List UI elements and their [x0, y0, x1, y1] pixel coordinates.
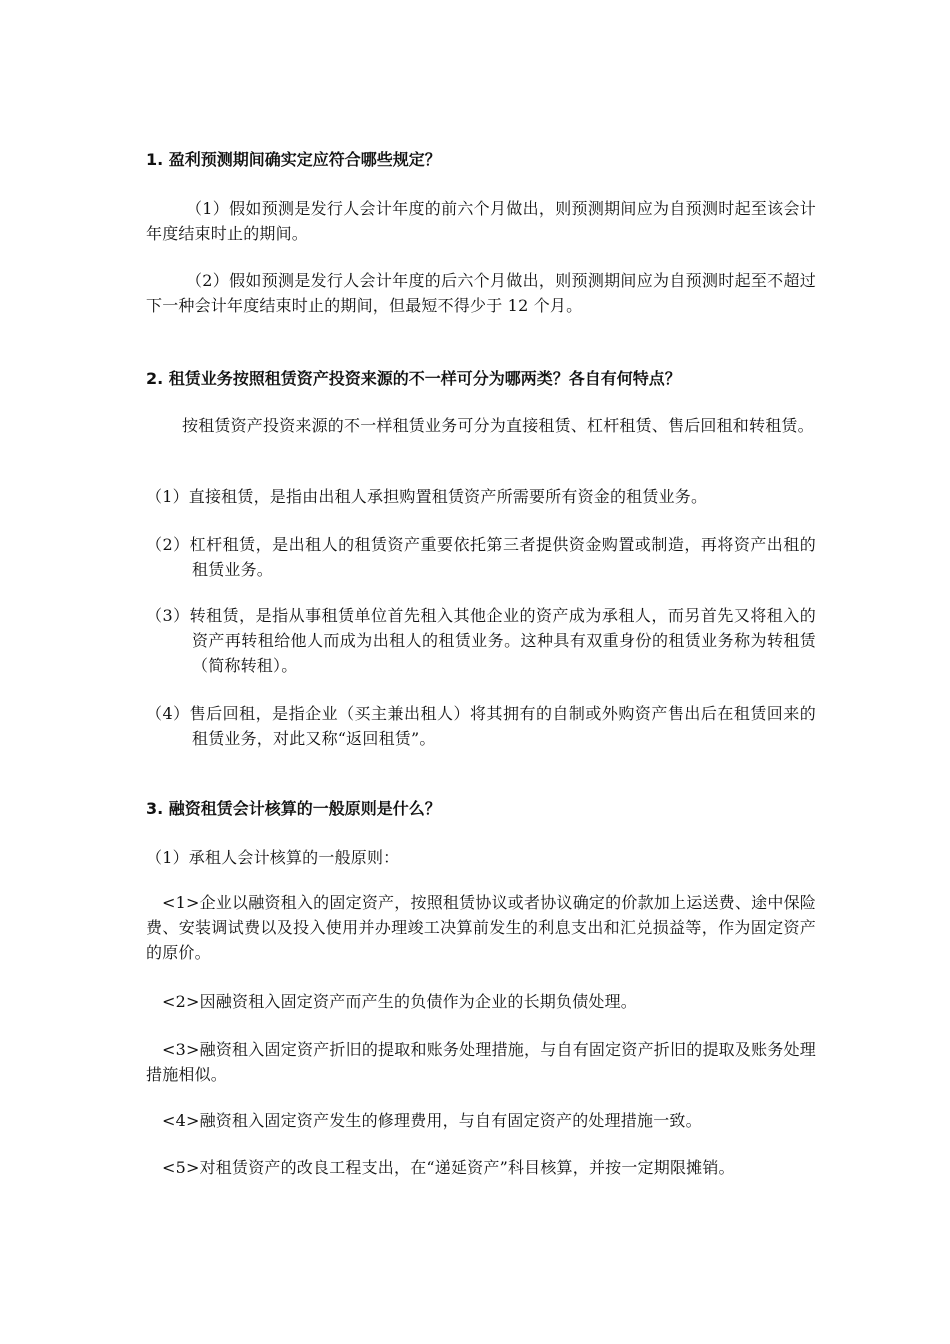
- question-3-heading: 3. 融资租赁会计核算的一般原则是什么？: [146, 799, 441, 818]
- question-2-heading: 2. 租赁业务按照租赁资产投资来源的不一样可分为哪两类？各自有何特点？: [146, 369, 681, 388]
- question-2-item-4: （4）售后回租，是指企业（买主兼出租人）将其拥有的自制或外购资产售出后在租赁回来的租赁业务，对此又称“返回租赁”。: [146, 704, 816, 748]
- question-3-item-5: <5>对租赁资产的改良工程支出，在“递延资产”科目核算，并按一定期限摊销。: [162, 1158, 735, 1177]
- question-3-subtitle: （1）承租人会计核算的一般原则：: [146, 848, 400, 867]
- question-3-item-3: <3>融资租入固定资产折旧的提取和账务处理措施，与自有固定资产折旧的提取及账务处理措施相似。: [146, 1040, 816, 1084]
- question-2-item-2: （2）杠杆租赁，是出租人的租赁资产重要依托第三者提供资金购置或制造，再将资产出租的租赁业务。: [146, 535, 816, 579]
- question-3-item-1: <1>企业以融资租入的固定资产，按照租赁协议或者协议确定的价款加上运送费、途中保险费、安装调试费以及投入使用并办理竣工决算前发生的利息支出和汇兑损益等，作为固定资产的原价。: [146, 893, 816, 962]
- question-1-paragraph-2: （2）假如预测是发行人会计年度的后六个月做出，则预测期间应为自预测时起至不超过下一种会计年度结束时止的期间，但最短不得少于 12 个月。: [146, 271, 816, 315]
- question-2-item-1: （1）直接租赁，是指由出租人承担购置租赁资产所需要所有资金的租赁业务。: [146, 487, 708, 506]
- question-2-item-3: （3）转租赁，是指从事租赁单位首先租入其他企业的资产成为承租人，而另首先又将租入的资产再转租给他人而成为出租人的租赁业务。这种具有双重身份的租赁业务称为转租赁（简称转租）。: [146, 606, 816, 675]
- question-3-item-4: <4>融资租入固定资产发生的修理费用，与自有固定资产的处理措施一致。: [162, 1111, 702, 1130]
- question-2-intro: 按租赁资产投资来源的不一样租赁业务可分为直接租赁、杠杆租赁、售后回租和转租赁。: [182, 416, 814, 435]
- question-3-item-2: <2>因融资租入固定资产而产生的负债作为企业的长期负债处理。: [162, 992, 637, 1011]
- question-1-paragraph-1: （1）假如预测是发行人会计年度的前六个月做出，则预测期间应为自预测时起至该会计年度结束时止的期间。: [146, 199, 816, 243]
- question-1-heading: 1. 盈利预测期间确实定应符合哪些规定？: [146, 150, 441, 169]
